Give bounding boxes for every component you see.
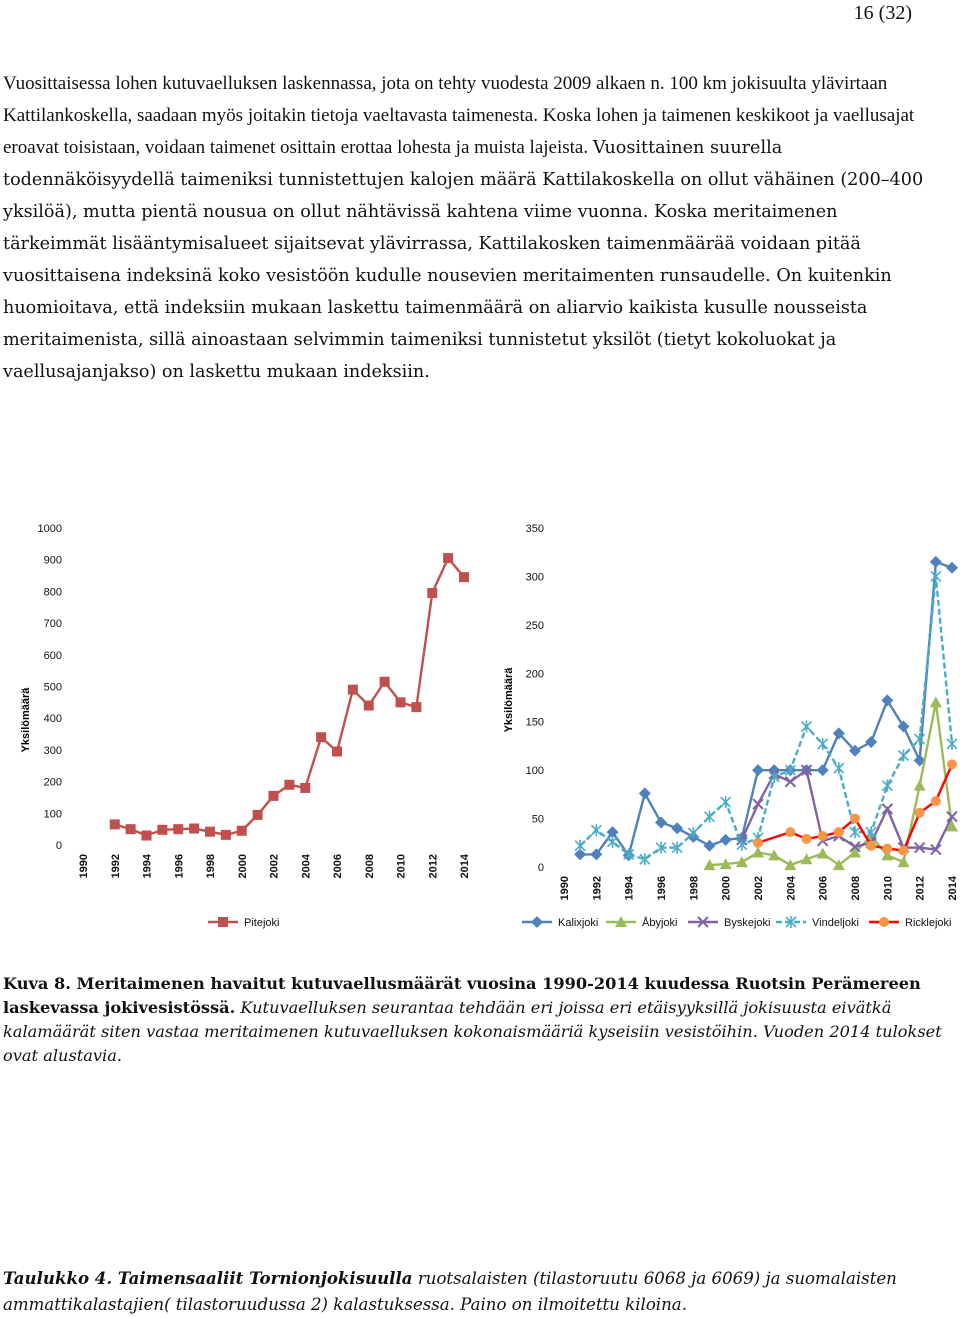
data-point [332, 746, 342, 756]
x-tick-label: 1994 [141, 854, 154, 879]
data-point [364, 701, 374, 711]
data-point [882, 804, 892, 814]
data-point [817, 764, 829, 776]
x-tick-label: 1998 [688, 876, 701, 901]
y-tick-label: 150 [525, 716, 544, 729]
data-point [947, 759, 957, 769]
data-point [818, 831, 828, 841]
data-point [721, 796, 731, 808]
figure-caption-text: Kutuvaelluksen seurantaa tehdään eri joissa eri etäisyyksillä jokisuusta eivätkä kalamäärät siten vastaa meritaimenen kutuvaelluksen kokonaismääriä kyseisiin vesistöihin. Vuoden 2014 tulokset ovat alustavia. [3, 998, 942, 1065]
y-tick-label: 50 [531, 813, 544, 826]
y-axis-label: Yksilömäärä [503, 667, 515, 733]
x-tick-label: 2000 [236, 854, 249, 879]
data-point [671, 822, 683, 834]
data-point [931, 570, 941, 582]
data-point [882, 780, 892, 792]
body-paragraph [3, 68, 943, 388]
rivers-chart [480, 500, 960, 940]
legend-label: Pitejoki [244, 917, 280, 929]
data-point [785, 777, 795, 787]
x-tick-label: 2012 [914, 876, 927, 901]
data-point [221, 830, 231, 840]
data-point [947, 738, 957, 750]
x-tick-label: 2008 [850, 876, 862, 901]
data-point [834, 827, 844, 837]
data-point [237, 826, 247, 836]
y-tick-label: 700 [43, 618, 62, 631]
y-axis-label: Yksilömäärä [20, 687, 32, 753]
y-tick-label: 400 [43, 713, 62, 726]
data-point [575, 840, 585, 852]
x-tick-label: 2008 [363, 854, 376, 879]
legend-label: Byskejoki [724, 917, 771, 929]
legend-label: Åbyjoki [642, 917, 678, 929]
table-caption-title: Taulukko 4. Taimensaaliit Tornionjokisuulla [3, 1268, 413, 1288]
data-point [705, 811, 715, 823]
data-point [818, 738, 828, 750]
data-point [785, 827, 795, 837]
data-point [427, 588, 437, 598]
y-tick-label: 350 [525, 523, 544, 535]
data-point [865, 736, 877, 748]
legend-marker [879, 917, 889, 927]
x-tick-label: 2010 [882, 876, 895, 901]
data-point [348, 685, 358, 695]
figure-caption [3, 972, 953, 1068]
legend-label: Ricklejoki [905, 917, 952, 929]
data-point [142, 830, 152, 840]
y-tick-label: 100 [43, 808, 62, 821]
figure-caption-title: Kuva 8. Meritaimenen havaitut kutuvaellusmäärät vuosina 1990-2014 kuudessa Ruotsin Perämereen laskevassa jokivesistössä. [3, 974, 921, 1017]
x-tick-label: 2000 [720, 876, 733, 901]
data-point [899, 846, 909, 856]
x-tick-label: 2014 [947, 876, 959, 901]
x-tick-label: 1994 [623, 876, 636, 901]
x-tick-label: 1996 [656, 876, 668, 901]
data-point [915, 733, 925, 745]
legend-label: Vindeljoki [812, 917, 859, 929]
data-point [269, 791, 279, 801]
data-point [931, 796, 941, 806]
data-point [881, 694, 893, 706]
data-point [443, 553, 453, 563]
data-point [380, 677, 390, 687]
data-point [608, 836, 618, 848]
data-point [930, 556, 942, 568]
data-point [802, 721, 812, 733]
data-point [898, 721, 910, 733]
x-tick-label: 2004 [300, 854, 313, 879]
y-tick-label: 100 [525, 765, 544, 778]
data-point [110, 819, 120, 829]
data-point [688, 827, 698, 839]
data-point [834, 762, 844, 774]
x-tick-label: 1996 [173, 854, 186, 879]
y-tick-label: 600 [43, 649, 62, 662]
data-point [591, 824, 601, 836]
data-point [802, 834, 812, 844]
data-point [882, 844, 892, 854]
x-tick-label: 1990 [559, 876, 571, 901]
pitejoki-chart [0, 500, 480, 940]
x-tick-label: 2006 [817, 876, 830, 901]
x-tick-label: 1990 [78, 854, 90, 879]
data-point [753, 799, 763, 809]
data-point [946, 562, 958, 574]
x-tick-label: 1992 [591, 876, 604, 901]
data-point [915, 808, 925, 818]
data-point [411, 702, 421, 712]
data-point [639, 787, 651, 799]
data-point [914, 780, 926, 791]
data-point [459, 572, 469, 582]
data-point [752, 846, 764, 857]
data-point [899, 750, 909, 762]
y-tick-label: 300 [525, 571, 544, 584]
x-tick-label: 2002 [753, 876, 765, 901]
data-point [126, 824, 136, 834]
data-point [284, 780, 294, 790]
y-tick-label: 1000 [37, 523, 62, 535]
legend-marker [531, 916, 543, 928]
x-tick-label: 1998 [205, 854, 217, 879]
x-tick-label: 2014 [459, 854, 471, 879]
data-point [655, 816, 667, 828]
y-tick-label: 0 [537, 862, 544, 874]
data-point [205, 827, 215, 837]
page-number: 16 (32) [853, 2, 912, 24]
legend-marker [218, 917, 228, 927]
data-point [300, 783, 310, 793]
data-point [817, 847, 829, 858]
x-tick-label: 1992 [109, 854, 122, 879]
table-caption-text: ruotsalaisten (tilastoruutu 6068 ja 6069) ja suomalaisten ammattikalastajien( tilastoruudussa 2) kalastuksessa. Paino on ilmoitettu kiloina. [3, 1269, 897, 1314]
data-point [704, 840, 716, 852]
data-point [752, 764, 764, 776]
data-point [316, 732, 326, 742]
data-point [850, 826, 860, 838]
data-point [173, 824, 183, 834]
paragraph-serif-part: Vuosittaisessa lohen kutuvaelluksen laskennassa, jota on tehty vuodesta 2009 alkaen n. 100 km jokisuulta ylävirtaan Kattilankoskella, saadaan myös joitakin tietoja vaeltavasta taimenesta. Koska lohen ja taimenen keskikoot ja vaellusajat eroavat toisistaan, voidaan taimenet osittain erottaa lohesta ja muista lajeista. [3, 73, 915, 158]
x-tick-label: 2004 [785, 876, 798, 901]
y-tick-label: 0 [55, 840, 62, 852]
data-point [753, 838, 763, 848]
y-tick-label: 200 [525, 668, 544, 681]
y-tick-label: 200 [43, 776, 62, 789]
y-tick-label: 800 [43, 586, 62, 599]
data-point [720, 834, 732, 846]
y-tick-label: 500 [43, 681, 62, 694]
x-tick-label: 2010 [395, 854, 408, 879]
series-line-vindeljoki [580, 576, 952, 859]
x-tick-label: 2002 [268, 854, 281, 879]
paragraph-rest: Vuosittainen suurella todennäköisyydellä taimeniksi tunnistettujen kalojen määrä Kattilakoskella on ollut vähäinen (200–400 yksilöä), mutta pientä nousua on ollut nähtävissä kahtena viime vuonna. Koska meritaimenen tärkeimmät lisääntymisalueet sijaitsevat ylävirrassa, Kattilakosken taimenmäärää voidaan pitää vuosittaisena indeksinä koko vesistöön kudulle nousevien meritaimenten runsaudelle. On kuitenkin huomioitava, että indeksiin mukaan laskettu taimenmäärä on aliarvio kaikista kusulle nousseista meritaimenista, sillä ainoastaan selvimmin taimeniksi tunnistetut yksilöt (tietyt kokoluokat ja vaellusajanjakso) on laskettu mukaan indeksiin. [3, 138, 924, 382]
data-point [396, 697, 406, 707]
table-caption [3, 1265, 953, 1318]
y-tick-label: 300 [43, 744, 62, 757]
series-line-pitejoki [115, 558, 464, 835]
data-point [850, 814, 860, 824]
data-point [930, 696, 942, 707]
data-point [189, 824, 199, 834]
y-tick-label: 900 [43, 554, 62, 567]
data-point [157, 825, 167, 835]
data-point [866, 841, 876, 851]
y-tick-label: 250 [525, 619, 544, 632]
x-tick-label: 2006 [332, 854, 344, 879]
x-tick-label: 2012 [427, 854, 440, 879]
legend-label: Kalixjoki [558, 917, 599, 929]
data-point [253, 810, 263, 820]
